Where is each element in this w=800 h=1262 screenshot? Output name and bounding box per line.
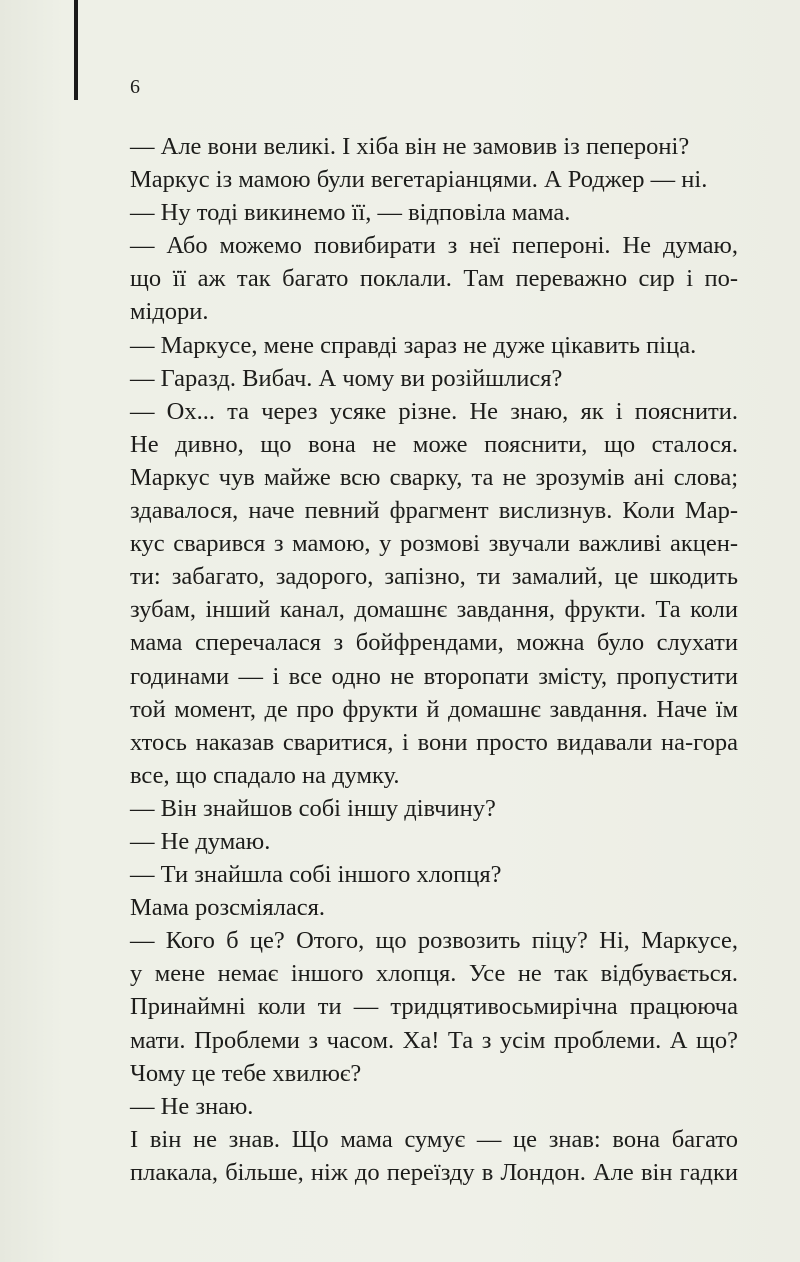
text-line: Не дивно, що вона не може пояснити, що сталося. xyxy=(130,430,738,458)
body-text xyxy=(130,130,738,1189)
text-line: що її аж так багато поклали. Там переважно сир і по- xyxy=(130,265,738,293)
text-line: годинами — і все одно не второпати змісту, пропустити xyxy=(130,662,738,690)
text-line: все, що спадало на думку. xyxy=(130,761,400,789)
text-line: — Ти знайшла собі іншого хлопця? xyxy=(130,861,502,889)
text-line: — Кого б це? Отого, що розвозить піцу? Ні, Маркусе, xyxy=(130,927,738,955)
text-line: ти: забагато, задорого, запізно, ти замалий, це шкодить xyxy=(130,563,738,591)
binding-edge xyxy=(74,0,78,100)
text-line: — Не знаю. xyxy=(130,1092,254,1120)
text-line: той момент, де про фрукти й домашнє завдання. Наче їм xyxy=(130,695,738,723)
text-line: у мене немає іншого хлопця. Усе не так відбувається. xyxy=(130,960,738,988)
text-line: зубам, інший канал, домашнє завдання, фрукти. Та коли xyxy=(130,596,738,624)
text-line: — Ну тоді викинемо її, — відповіла мама. xyxy=(130,199,571,227)
text-line: — Він знайшов собі іншу дівчину? xyxy=(130,794,496,822)
text-line: плакала, більше, ніж до переїзду в Лондон. Але він гадки xyxy=(130,1158,738,1186)
text-line: — Маркусе, мене справді зараз не дуже цікавить піца. xyxy=(130,331,697,359)
text-line: Принаймні коли ти — тридцятивосьмирічна працююча xyxy=(130,993,738,1021)
text-line: — Гаразд. Вибач. А чому ви розійшлися? xyxy=(130,364,563,392)
text-line: І він не знав. Що мама сумує — це знав: вона багато xyxy=(130,1125,738,1153)
text-line: хтось наказав сваритися, і вони просто видавали на-гора xyxy=(130,728,738,756)
text-line: — Ох... та через усяке різне. Не знаю, як і пояснити. xyxy=(130,397,738,425)
text-line: кус сварився з мамою, у розмові звучали важливі акцен- xyxy=(130,530,738,558)
text-line: Мама розсміялася. xyxy=(130,894,325,922)
text-line: Чому це тебе хвилює? xyxy=(130,1059,362,1087)
text-line: — Не думаю. xyxy=(130,827,271,855)
text-line: Маркус із мамою були вегетаріанцями. А Роджер — ні. xyxy=(130,166,708,194)
text-line: мама сперечалася з бойфрендами, можна було слухати xyxy=(130,629,738,657)
page-number: 6 xyxy=(130,76,140,98)
text-line: — Або можемо повибирати з неї пепероні. Не думаю, xyxy=(130,232,738,260)
text-line: мідори. xyxy=(130,298,209,326)
text-line: — Але вони великі. І хіба він не замовив із пепероні? xyxy=(130,133,690,160)
text-line: мати. Проблеми з часом. Ха! Та з усім проблеми. А що? xyxy=(130,1026,738,1054)
text-line: здавалося, наче певний фрагмент вислизнув. Коли Мар- xyxy=(130,497,738,525)
text-line: Маркус чув майже всю сварку, та не зрозумів ані слова; xyxy=(130,463,738,491)
